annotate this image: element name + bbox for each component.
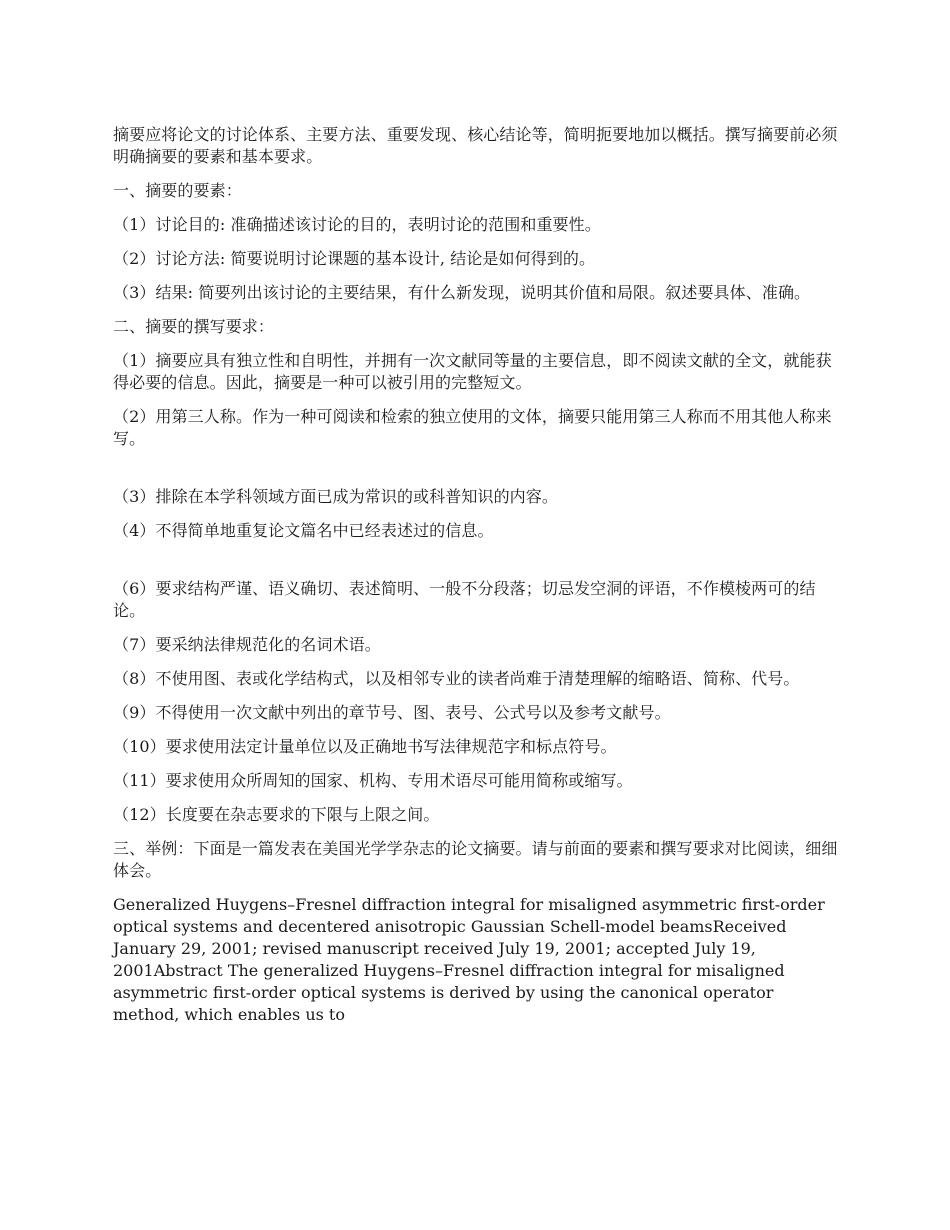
requirement-item-2: （2）用第三人称。作为一种可阅读和检索的独立使用的文体，摘要只能用第三人称而不用其他人称来写。 bbox=[113, 407, 832, 448]
requirement-item-12: （12）长度要在杂志要求的下限与上限之间。 bbox=[113, 805, 440, 824]
requirement-item-9: （9）不得使用一次文献中列出的章节号、图、表号、公式号以及参考文献号。 bbox=[113, 703, 671, 722]
blank-gap bbox=[113, 554, 839, 578]
section-heading-requirements: 二、摘要的撰写要求： bbox=[113, 317, 275, 336]
document-body bbox=[113, 124, 839, 1026]
section-heading-elements: 一、摘要的要素： bbox=[113, 181, 242, 200]
element-item-1: （1）讨论目的: 准确描述该讨论的目的，表明讨论的范围和重要性。 bbox=[113, 215, 601, 234]
requirement-item-1: （1）摘要应具有独立性和自明性，并拥有一次文献同等量的主要信息，即不阅读文献的全文，就能获得必要的信息。因此，摘要是一种可以被引用的完整短文。 bbox=[113, 351, 832, 392]
element-item-3: （3）结果: 简要列出该讨论的主要结果，有什么新发现，说明其价值和局限。叙述要具体、准确。 bbox=[113, 283, 811, 302]
example-abstract: Generalized Huygens–Fresnel diffraction integral for misaligned asymmetric first-order optical systems and decentered anisotropic Gaussian Schell-model beamsReceived January 29, 2001; revised manuscript received July 19, 2001; accepted July 19, 2001Abstract The generalized Huygens–Fresnel diffraction integral for misaligned asymmetric first-order optical systems is derived by using the canonical operator method, which enables us to bbox=[113, 895, 825, 1024]
requirement-item-7: （7）要采纳法律规范化的名词术语。 bbox=[113, 635, 381, 654]
requirement-item-11: （11）要求使用众所周知的国家、机构、专用术语尽可能用简称或缩写。 bbox=[113, 771, 633, 790]
requirement-item-4: （4）不得简单地重复论文篇名中已经表述过的信息。 bbox=[113, 521, 494, 540]
requirement-item-3: （3）排除在本学科领域方面已成为常识的或科普知识的内容。 bbox=[113, 487, 558, 506]
intro-paragraph: 摘要应将论文的讨论体系、主要方法、重要发现、核心结论等，简明扼要地加以概括。撰写摘要前必须明确摘要的要素和基本要求。 bbox=[113, 125, 838, 166]
element-item-2: （2）讨论方法: 简要说明讨论课题的基本设计, 结论是如何得到的。 bbox=[113, 249, 596, 268]
requirement-item-8: （8）不使用图、表或化学结构式，以及相邻专业的读者尚难于清楚理解的缩略语、简称、代号。 bbox=[113, 669, 800, 688]
section-heading-example: 三、举例：下面是一篇发表在美国光学学杂志的论文摘要。请与前面的要素和撰写要求对比阅读，细细体会。 bbox=[113, 839, 838, 880]
requirement-item-10: （10）要求使用法定计量单位以及正确地书写法律规范字和标点符号。 bbox=[113, 737, 617, 756]
requirement-item-6: （6）要求结构严谨、语义确切、表述简明、一般不分段落；切忌发空洞的评语，不作模棱两可的结论。 bbox=[113, 579, 816, 620]
blank-gap bbox=[113, 462, 839, 486]
